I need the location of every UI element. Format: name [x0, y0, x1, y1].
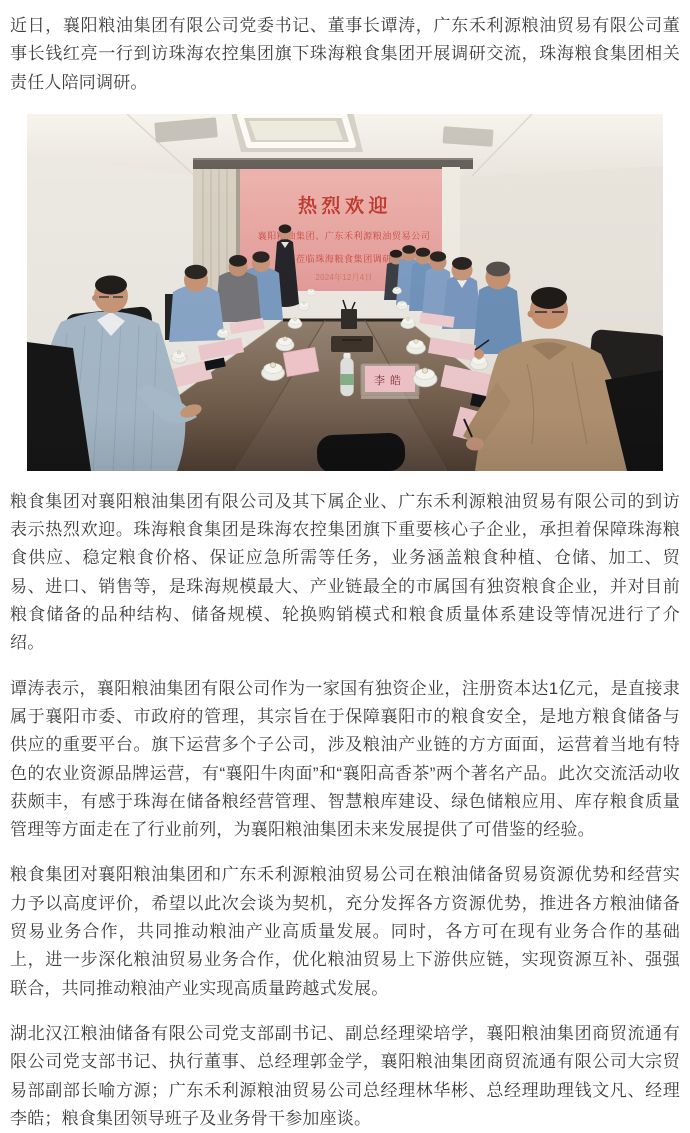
photo-vignette [27, 114, 663, 471]
article-paragraph: 湖北汉江粮油储备有限公司党支部副书记、副总经理梁培学，襄阳粮油集团商贸流通有限公司党支部书记、执行董事、总经理郭金学，襄阳粮油集团商贸流通有限公司大宗贸易部副部长喻方源；广东禾利源粮油贸易公司总经理林华彬、总经理助理钱文凡、经理李皓；粮食集团领导班子及业务骨干参加座谈。 [10, 1023, 680, 1128]
meeting-photo[interactable] [27, 114, 663, 471]
article-paragraph: 近日，襄阳粮油集团有限公司党委书记、董事长谭涛，广东禾利源粮油贸易有限公司董事长钱红亮一行到访珠海农控集团旗下珠海粮食集团开展调研交流，珠海粮食集团相关责任人陪同调研。 [10, 16, 680, 92]
meeting-photo-canvas [27, 114, 663, 471]
article-paragraph: 谭涛表示，襄阳粮油集团有限公司作为一家国有独资企业，注册资本达1亿元，是直接隶属于襄阳市委、市政府的管理，其宗旨在于保障襄阳市的粮食安全，是地方粮食储备与供应的重要平台。旗下运营多个子公司，涉及粮油产业链的方方面面，运营着当地有特色的农业资源品牌运营，有“襄阳牛肉面”和“襄阳高香茶”两个著名产品。此次交流活动收获颇丰，有感于珠海在储备粮经营管理、智慧粮库建设、绿色储粮应用、库存粮食质量管理等方面走在了行业前列，为襄阳粮油集团未来发展提供了可借鉴的经验。 [10, 678, 680, 840]
article-paragraph: 粮食集团对襄阳粮油集团有限公司及其下属企业、广东禾利源粮油贸易有限公司的到访表示热烈欢迎。珠海粮食集团是珠海农控集团旗下重要核心子企业，承担着保障珠海粮食供应、稳定粮食价格、保证应急所需等任务，业务涵盖粮食种植、仓储、加工、贸易、进口、销售等，是珠海规模最大、产业链最全的市属国有独资粮食企业，并对目前粮食储备的品种结构、储备规模、轮换购销模式和粮食质量体系建设等情况进行了介绍。 [10, 491, 680, 653]
article-paragraph: 粮食集团对襄阳粮油集团和广东禾利源粮油贸易公司在粮油储备贸易资源优势和经营实力予以高度评价，希望以此次会谈为契机，充分发挥各方资源优势，推进各方粮油储备贸易业务合作，共同推动粮油产业高质量发展。同时，各方可在现有业务合作的基础上，进一步深化粮油贸易业务合作，优化粮油贸易上下游供应链，实现资源互补、强强联合，共同推动粮油产业实现高质量跨越式发展。 [10, 865, 680, 998]
